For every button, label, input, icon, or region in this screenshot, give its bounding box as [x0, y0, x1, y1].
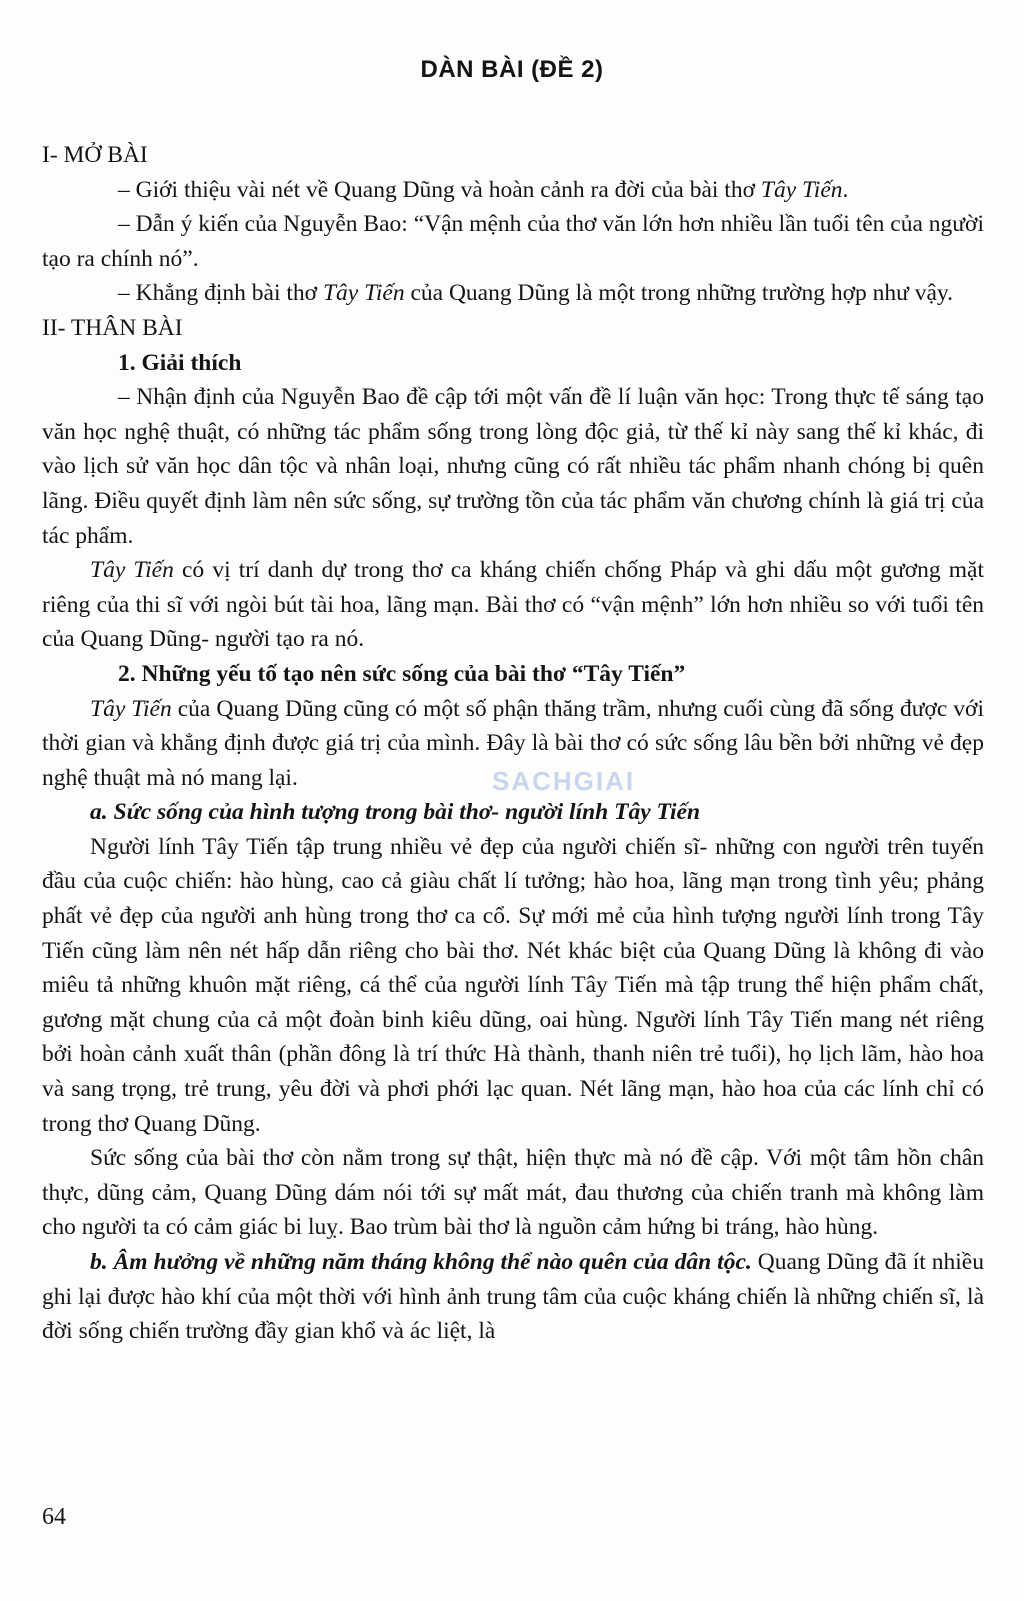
paragraph-point-b: b. Âm hưởng về những năm tháng không thể nào quên của dân tộc. Quang Dũng đã ít nhiều ghi lại được hào khí của một thời với hình ảnh trung tâm của cuộc kháng chiến là những chiến sĩ, là đời sống chiến trường đầy gian khổ và ác liệt, là [42, 1249, 984, 1345]
document-body [42, 138, 984, 1349]
paragraph-intro-3: – Khẳng định bài thơ Tây Tiến của Quang Dũng là một trong những trường hợp như vậy. [118, 280, 954, 307]
paragraph-intro-1: – Giới thiệu vài nét về Quang Dũng và hoàn cảnh ra đời của bài thơ Tây Tiến. [118, 176, 849, 203]
section-heading-mo-bai: I- MỞ BÀI [42, 142, 148, 168]
page-title: DÀN BÀI (ĐỀ 2) [420, 56, 604, 83]
paragraph-intro-2: – Dẫn ý kiến của Nguyễn Bao: “Vận mệnh của thơ văn lớn hơn nhiều lần tuổi tên của người tạo ra chính nó”. [42, 211, 984, 272]
watermark-logo: SACHGIAI [492, 766, 636, 796]
paragraph-point-a-2: Sức sống của bài thơ còn nằm trong sự thật, hiện thực mà nó đề cập. Với một tâm hồn chân thực, dũng cảm, Quang Dũng dám nói tới sự mất mát, đau thương của chiến tranh mà không làm cho người ta có cảm giác bi luỵ. Bao trùm bài thơ là nguồn cảm hứng bi tráng, hào hùng. [42, 1145, 984, 1241]
page-number: 64 [42, 1504, 66, 1530]
paragraph-point-a-1: Người lính Tây Tiến tập trung nhiều vẻ đẹp của người chiến sĩ- những con người trên tuyến đầu của cuộc chiến: hào hùng, cao cả giàu chất lí tưởng; hào hoa, lãng mạn trong tình yêu; phảng phất vẻ đẹp của người anh hùng trong thơ ca cổ. Sự mới mẻ của hình tượng người lính trong Tây Tiến cũng làm nên nét hấp dẫn riêng cho bài thơ. Nét khác biệt của Quang Dũng là không đi vào miêu tả những khuôn mặt riêng, cá thể của người lính Tây Tiến mà tập trung thể hiện phẩm chất, gương mặt chung của cả một đoàn binh kiêu dũng, oai hùng. Người lính Tây Tiến mang nét riêng bởi hoàn cảnh xuất thân (phần đông là trí thức Hà thành, thanh niên trẻ tuổi), họ lịch lãm, hào hoa và sang trọng, trẻ trung, yêu đời và phơi phới lạc quan. Nét lãng mạn, hào hoa của các lính chỉ có trong thơ Quang Dũng. [42, 833, 984, 1137]
section-heading-than-bai: II- THÂN BÀI [42, 314, 183, 341]
paragraph-explanation-1: – Nhận định của Nguyễn Bao đề cập tới một vấn đề lí luận văn học: Trong thực tế sáng tạo văn học nghệ thuật, có những tác phẩm sống trong lòng độc giả, từ thế kỉ này sang thế kỉ khác, đi vào lịch sử văn học dân tộc và nhân loại, nhưng cũng có rất nhiều tác phẩm nhanh chóng bị quên lãng. Điều quyết định làm nên sức sống, sự trường tồn của tác phẩm văn chương chính là giá trị của tác phẩm. [42, 384, 984, 549]
point-heading-b: b. Âm hưởng về những năm tháng không thể nào quên của dân tộc. [90, 1249, 752, 1275]
paragraph-factors-1: Tây Tiến của Quang Dũng cũng có một số phận thăng trầm, nhưng cuối cùng đã sống được với thời gian và khẳng định được giá trị của mình. Đây là bài thơ có sức sống lâu bền bởi những vẻ đẹp nghệ thuật mà nó mang lại. [42, 695, 984, 791]
subsection-heading-giai-thich: 1. Giải thích [118, 349, 242, 376]
paragraph-explanation-2: Tây Tiến có vị trí danh dự trong thơ ca kháng chiến chống Pháp và ghi dấu một gương mặt riêng của thi sĩ với ngòi bút tài hoa, lãng mạn. Bài thơ có “vận mệnh” lớn hơn nhiều so với tuổi tên của Quang Dũng- người tạo ra nó. [42, 557, 984, 653]
point-heading-a: a. Sức sống của hình tượng trong bài thơ- người lính Tây Tiến [90, 799, 701, 826]
subsection-heading-yeu-to: 2. Những yếu tố tạo nên sức sống của bài thơ “Tây Tiến” [118, 660, 686, 687]
